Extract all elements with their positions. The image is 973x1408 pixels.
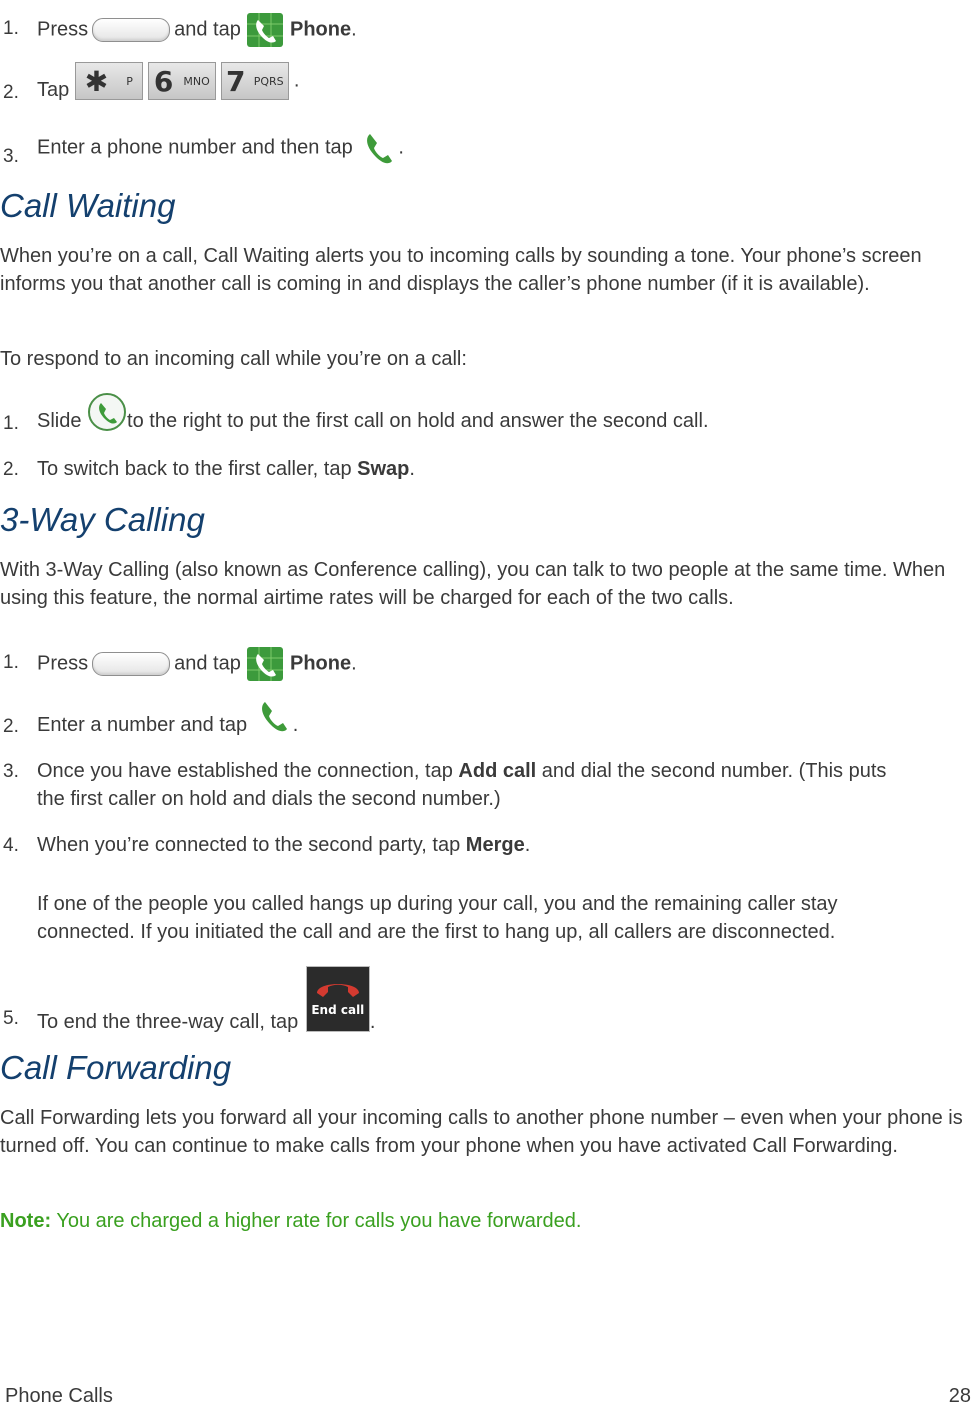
dial-key-star <box>75 62 143 100</box>
step-text-mid: and tap <box>174 652 241 675</box>
paragraph: Call Forwarding lets you forward all your incoming calls to another phone number – even when your phone is turned off. You can continue to make calls from your phone when you have activated Call Forwarding. <box>0 1107 963 1157</box>
merge-label: Merge <box>465 834 525 856</box>
page-number: 28 <box>948 1385 971 1407</box>
step-number: 1. <box>3 18 19 39</box>
call-icon <box>358 128 398 168</box>
step-text <box>37 392 709 432</box>
step-text-mid: and tap <box>174 18 241 41</box>
step-text-pre: Enter a phone number and then tap <box>37 136 353 159</box>
add-call-label: Add call <box>458 760 537 782</box>
step-text-post: . <box>293 69 300 92</box>
key-main: ✱ <box>84 64 109 98</box>
note-label: Note: <box>0 1210 52 1232</box>
swap-label: Swap <box>357 458 410 480</box>
dial-key-7 <box>221 62 289 100</box>
step-number: 4. <box>3 835 19 856</box>
step-text-pre: Press <box>37 18 89 41</box>
call-icon <box>253 696 293 736</box>
step-text <box>37 834 530 857</box>
phone-app-icon <box>246 12 284 48</box>
step-text-pre: Slide <box>37 410 82 433</box>
phone-label: Phone <box>289 18 352 41</box>
dial-key-6 <box>148 62 216 100</box>
key-sub: MNO <box>183 74 210 88</box>
home-key-icon <box>92 18 170 42</box>
step-text-post: . <box>292 714 299 737</box>
step-text-pre: Enter a number and tap <box>37 714 248 737</box>
note-text: You are charged a higher rate for calls you have forwarded. <box>56 1210 582 1232</box>
step-text-post: to the right to put the first call on hold and answer the second call. <box>127 410 709 433</box>
key-sub: PQRS <box>253 74 284 88</box>
answer-slider-icon <box>87 392 127 432</box>
step-text <box>37 458 415 481</box>
step-text-post: . <box>398 136 404 159</box>
section-heading: 3-Way Calling <box>0 501 205 538</box>
step-number: 3. <box>3 761 19 782</box>
step-number: 5. <box>3 1008 19 1029</box>
step-text-pre: To switch back to the first caller, tap <box>37 458 352 480</box>
step-text <box>37 696 298 736</box>
step-text-post: . <box>369 1011 376 1034</box>
home-key-icon <box>92 652 170 676</box>
step-text-post: . <box>524 834 531 856</box>
phone-app-icon <box>246 646 284 682</box>
step-text-pre: Once you have established the connection, tap <box>37 760 453 782</box>
step-text <box>37 760 886 783</box>
step-number: 2. <box>3 459 19 480</box>
section-heading: Call Forwarding <box>0 1049 232 1086</box>
section-heading: Call Waiting <box>0 187 176 224</box>
paragraph: To respond to an incoming call while you’re on a call: <box>0 348 467 370</box>
end-call-button-icon <box>306 966 370 1032</box>
step-text <box>37 646 357 682</box>
step-text-post: and dial the second number. (This puts <box>541 760 887 782</box>
info-paragraph: If one of the people you called hangs up during your call, you and the remaining caller stay connected. If you initiated the call and are the first to hang up, all callers are disconnected. <box>37 893 838 943</box>
key-sub: P <box>126 74 133 88</box>
step-text-pre: To end the three-way call, tap <box>37 1011 299 1034</box>
paragraph: With 3-Way Calling (also known as Conference calling), you can talk to two people at the same time. When using this feature, the normal airtime rates will be charged for each of the two calls. <box>0 559 946 609</box>
step-number: 1. <box>3 413 19 434</box>
step-text <box>37 966 375 1032</box>
key-main: 7 <box>225 64 246 98</box>
step-text <box>37 128 404 168</box>
step-text-post: . <box>351 18 357 41</box>
paragraph: When you’re on a call, Call Waiting alerts you to incoming calls by sounding a tone. Your phone’s screen informs you that another call is coming in and displays the caller’s phone number (if it is available). <box>0 245 922 295</box>
step-text-continued: the first caller on hold and dials the second number.) <box>37 788 501 810</box>
step-text-post: . <box>409 458 415 480</box>
footer-section-name: Phone Calls <box>5 1385 113 1407</box>
step-text-post: . <box>351 652 357 675</box>
step-number: 3. <box>3 146 19 167</box>
step-text-pre: Press <box>37 652 89 675</box>
step-number: 1. <box>3 652 19 673</box>
key-main: 6 <box>153 64 174 98</box>
note <box>0 1207 972 1235</box>
end-call-text: End call <box>311 1003 365 1017</box>
hangup-handset-icon <box>307 969 369 1003</box>
step-number: 2. <box>3 82 19 103</box>
phone-label: Phone <box>289 652 352 675</box>
step-text-pre: Tap <box>37 79 70 102</box>
step-text <box>37 62 299 100</box>
step-text-pre: When you’re connected to the second party, tap <box>37 834 461 856</box>
step-text <box>37 12 357 48</box>
step-number: 2. <box>3 716 19 737</box>
